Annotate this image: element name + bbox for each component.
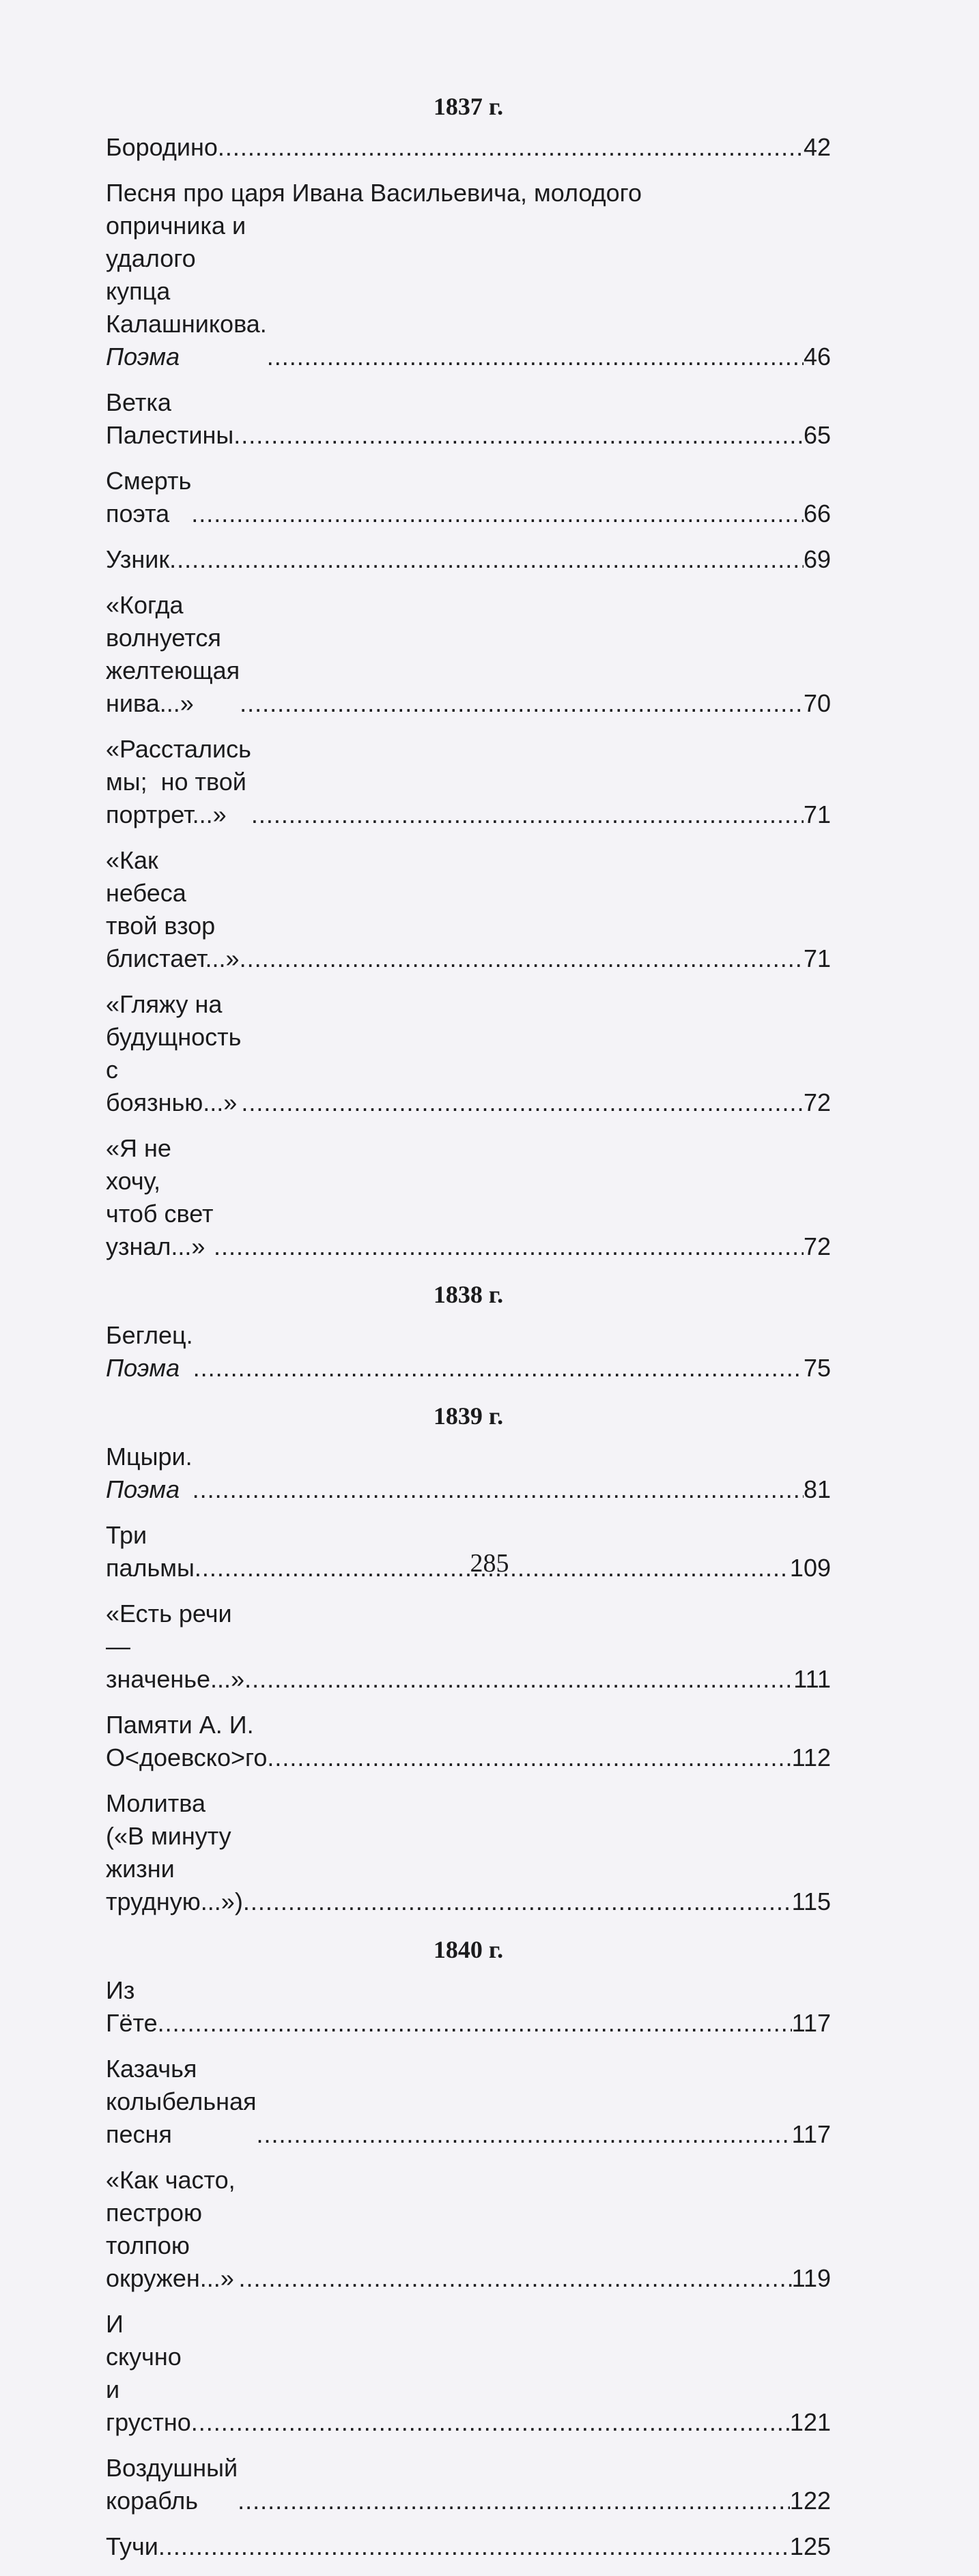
- entry-title: [106, 465, 199, 530]
- entry-page-number: 109: [789, 1554, 831, 1582]
- dot-leader: [241, 1086, 804, 1119]
- toc-entry: [106, 733, 831, 831]
- entry-title: [106, 589, 247, 720]
- toc-entry: [106, 1597, 831, 1696]
- table-of-contents: [106, 91, 831, 2576]
- entry-page-number: 121: [789, 2408, 831, 2436]
- dot-leader: [243, 1885, 792, 1918]
- entry-title: [106, 209, 274, 373]
- entry-title: [106, 386, 233, 452]
- entry-page-number: 66: [803, 500, 831, 527]
- dot-leader: [240, 687, 804, 720]
- entry-title-italic: Поэма: [106, 1354, 180, 1382]
- entry-page-number: 69: [803, 545, 831, 573]
- entry-title-text: И скучно и грустно: [106, 2310, 191, 2436]
- entry-title-text: Воздушный корабль: [106, 2454, 245, 2515]
- year-heading: 1837 г.: [433, 93, 504, 120]
- entry-title: [106, 1441, 199, 1506]
- entry-title: [106, 1787, 243, 1918]
- toc-entry: [106, 543, 831, 576]
- entry-title: [106, 2452, 245, 2517]
- entry-title: [106, 1597, 252, 1696]
- dot-leader: [267, 341, 804, 373]
- entry-page-number: 117: [791, 2009, 831, 2037]
- entry-page-number: 125: [789, 2532, 831, 2560]
- entry-title: [106, 1974, 158, 2040]
- toc-entry: [106, 844, 831, 975]
- entry-title-text: Казачья колыбельная песня: [106, 2055, 264, 2148]
- entry-title: [106, 1319, 200, 1385]
- entry-title-line2: [106, 209, 831, 373]
- dot-leader: [193, 1352, 804, 1385]
- dot-leader: [240, 942, 804, 975]
- entry-title-text: «Гляжу на будущность с боязнью...»: [106, 990, 249, 1116]
- toc-entry: [106, 1787, 831, 1918]
- dot-leader: [193, 1473, 804, 1506]
- entry-title-text: Смерть поэта: [106, 467, 199, 527]
- toc-entry: [106, 988, 831, 1119]
- entry-page-number: 119: [791, 2264, 831, 2292]
- entry-page-number: 75: [803, 1354, 831, 1382]
- entry-title-text: Памяти А. И. О<доевско>го: [106, 1711, 268, 1771]
- entry-title: [106, 988, 249, 1119]
- entry-title-text: Мцыри.: [106, 1443, 199, 1471]
- entry-title-text: Ветка Палестины: [106, 388, 234, 449]
- dot-leader: [267, 1741, 791, 1774]
- entry-page-number: 81: [803, 1475, 831, 1503]
- dot-leader: [218, 131, 804, 164]
- entry-title-text: Беглец.: [106, 1321, 200, 1349]
- entry-page-number: 122: [789, 2487, 831, 2515]
- entry-page-number: 70: [803, 689, 831, 717]
- toc-entry: [106, 386, 831, 452]
- entry-page-number: 72: [803, 1232, 831, 1260]
- dot-leader: [158, 2530, 790, 2563]
- toc-entry: [106, 1319, 831, 1385]
- entry-title: [106, 131, 225, 164]
- dot-leader: [251, 798, 804, 831]
- dot-leader: [238, 2262, 791, 2295]
- entry-title: [106, 2053, 264, 2151]
- entry-title: [106, 2530, 158, 2563]
- entry-page-number: 46: [803, 343, 831, 371]
- entry-title-text: Бородино: [106, 133, 225, 161]
- toc-entry: [106, 1132, 831, 1263]
- entry-title: [106, 733, 258, 831]
- entry-title-text: «Есть речи — значенье...»: [106, 1600, 252, 1693]
- entry-title-text: «Когда волнуется желтеющая нива...»: [106, 591, 247, 717]
- toc-entry: [106, 2530, 831, 2563]
- toc-entry: [106, 2452, 831, 2517]
- entry-page-number: 115: [791, 1887, 831, 1915]
- entry-title-text: Три пальмы: [106, 1521, 195, 1582]
- toc-entry: [106, 1974, 831, 2040]
- entry-title: [106, 543, 177, 576]
- entry-page-number: 71: [803, 800, 831, 828]
- dot-leader: [191, 497, 804, 530]
- dot-leader: [169, 543, 804, 576]
- page-number: 285: [470, 1549, 509, 1578]
- year-heading: 1840 г.: [433, 1936, 504, 1963]
- toc-entry: [106, 1709, 831, 1774]
- dot-leader: [158, 2007, 792, 2040]
- entry-title-italic: Поэма: [106, 343, 180, 371]
- toc-entry: [106, 131, 831, 164]
- entry-page-number: 71: [803, 944, 831, 972]
- dot-leader: [238, 2485, 790, 2517]
- toc-entry: [106, 589, 831, 720]
- toc-entry: [106, 2308, 831, 2439]
- year-heading: 1839 г.: [433, 1402, 504, 1430]
- entry-title: [106, 1709, 267, 1774]
- entry-title-text: Молитва («В минуту жизни трудную...»): [106, 1789, 243, 1915]
- dot-leader: [244, 1663, 793, 1696]
- year-heading: 1838 г.: [433, 1281, 504, 1308]
- entry-title-text: Из Гёте: [106, 1976, 158, 2037]
- dot-leader: [256, 2118, 791, 2151]
- entry-title-text: «Расстались мы; но твой портрет...»: [106, 735, 258, 828]
- entry-title: [106, 1132, 221, 1263]
- entry-title-line1: Песня про царя Ивана Васильевича, молодого: [106, 179, 642, 207]
- entry-page-number: 42: [803, 133, 831, 161]
- toc-entry: [106, 1441, 831, 1506]
- toc-entry: [106, 2053, 831, 2151]
- entry-title: [106, 2308, 191, 2439]
- dot-leader: [233, 419, 804, 452]
- entry-title-italic: Поэма: [106, 1475, 180, 1503]
- entry-title: [106, 844, 240, 975]
- entry-title-text: опричника и удалого купца Калашникова.: [106, 212, 274, 338]
- dot-leader: [214, 1230, 804, 1263]
- entry-page-number: 65: [803, 421, 831, 449]
- entry-title-text: Узник: [106, 545, 177, 573]
- entry-title-text: «Как часто, пестрою толпою окружен...»: [106, 2166, 242, 2292]
- entry-title-text: «Как небеса твой взор блистает...»: [106, 846, 240, 972]
- entry-title-text: Тучи: [106, 2532, 158, 2560]
- entry-page-number: 72: [803, 1088, 831, 1116]
- entry-page-number: 111: [793, 1665, 831, 1693]
- entry-page-number: 117: [791, 2120, 831, 2148]
- toc-entry: [106, 465, 831, 530]
- toc-entry: [106, 2164, 831, 2295]
- entry-title: [106, 2164, 242, 2295]
- entry-page-number: 112: [791, 1743, 831, 1771]
- dot-leader: [191, 2406, 790, 2439]
- entry-title-text: «Я не хочу, чтоб свет узнал...»: [106, 1134, 221, 1260]
- toc-entry: [106, 177, 831, 373]
